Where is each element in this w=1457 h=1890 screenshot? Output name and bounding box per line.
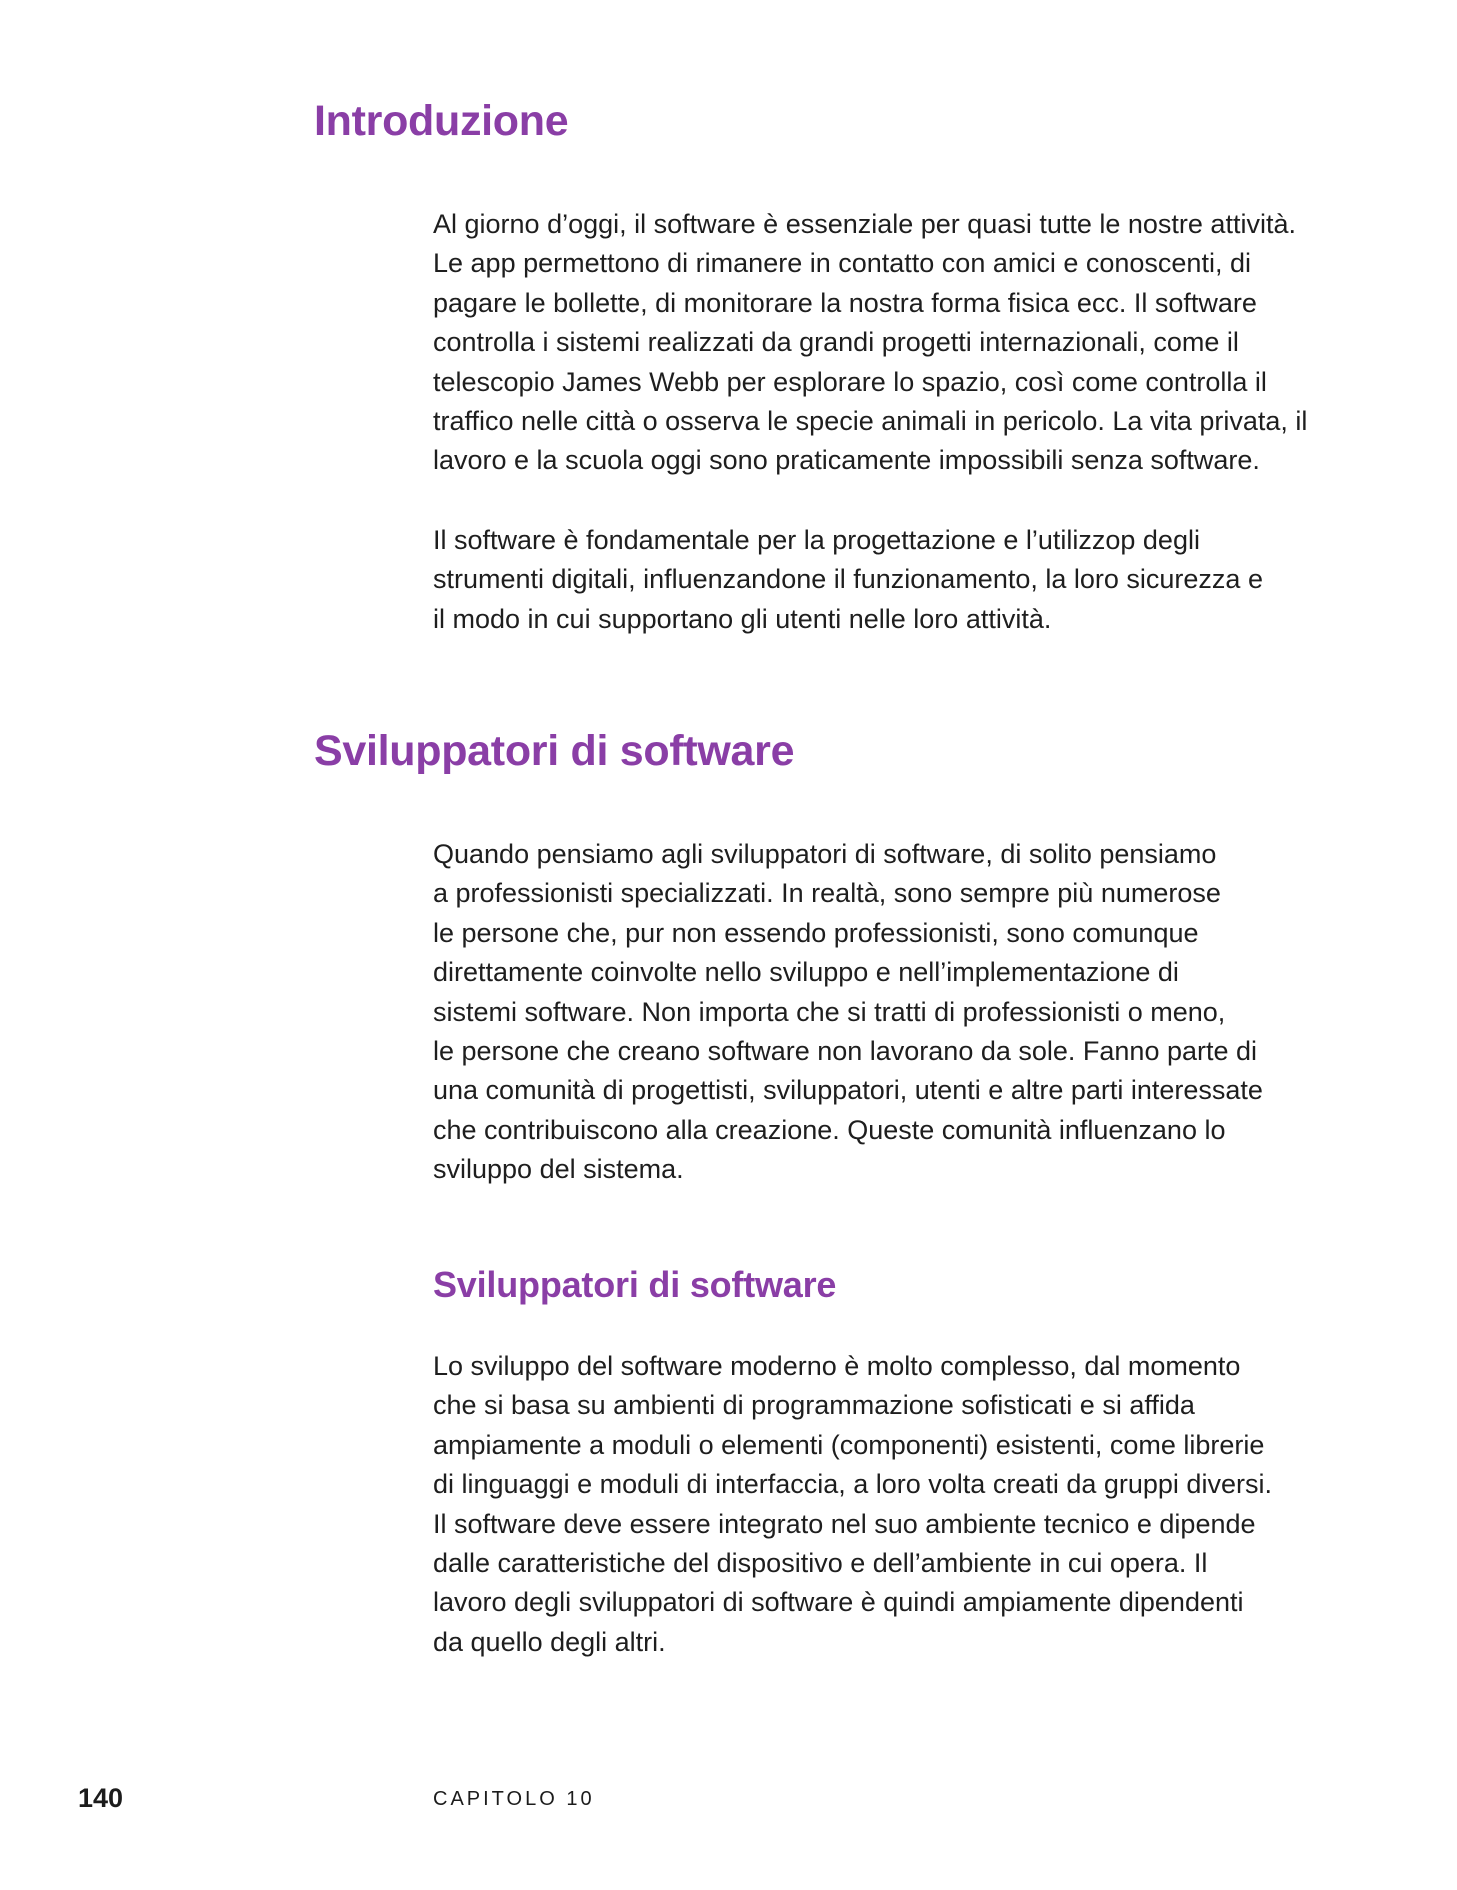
text-line: una comunità di progettisti, sviluppatori, utenti e altre parti interessate <box>433 1075 1263 1106</box>
text-line: a professionisti specializzati. In realtà, sono sempre più numerose <box>433 878 1221 909</box>
page-number: 140 <box>78 1783 124 1813</box>
text-line: lavoro degli sviluppatori di software è quindi ampiamente dipendenti <box>433 1587 1244 1618</box>
section-heading-sviluppatori: Sviluppatori di software <box>314 727 795 775</box>
developers-paragraph <box>433 835 1343 1190</box>
text-line: Lo sviluppo del software moderno è molto complesso, dal momento <box>433 1351 1241 1381</box>
text-line: Il software deve essere integrato nel suo ambiente tecnico e dipende <box>433 1508 1256 1539</box>
text-line: lavoro e la scuola oggi sono praticamente impossibili senza software. <box>433 445 1260 476</box>
text-line: strumenti digitali, influenzandone il funzionamento, la loro sicurezza e <box>433 564 1263 595</box>
subsection-heading-sviluppatori: Sviluppatori di software <box>433 1264 837 1305</box>
text-line: che si basa su ambienti di programmazione sofisticati e si affida <box>433 1390 1195 1421</box>
text-line: sistemi software. Non importa che si tratti di professionisti o meno, <box>433 996 1226 1027</box>
text-line: sviluppo del sistema. <box>433 1154 684 1185</box>
text-line: pagare le bollette, di monitorare la nostra forma fisica ecc. Il software <box>433 287 1257 318</box>
text-line: telescopio James Webb per esplorare lo spazio, così come controlla il <box>433 366 1267 397</box>
developers-sub-paragraph <box>433 1347 1343 1662</box>
text-line: direttamente coinvolte nello sviluppo e nell’implementazione di <box>433 957 1179 988</box>
intro-paragraph-1 <box>433 205 1343 481</box>
text-line: le persone che creano software non lavorano da sole. Fanno parte di <box>433 1036 1258 1067</box>
text-line: le persone che, pur non essendo professionisti, sono comunque <box>433 917 1199 948</box>
chapter-label: CAPITOLO 10 <box>433 1788 595 1810</box>
text-line: ampiamente a moduli o elementi (componenti) esistenti, come librerie <box>433 1429 1265 1460</box>
text-line: il modo in cui supportano gli utenti nelle loro attività. <box>433 603 1052 634</box>
text-line: Il software è fondamentale per la progettazione e l’utilizzop degli <box>433 525 1200 555</box>
text-line: di linguaggi e moduli di interfaccia, a loro volta creati da gruppi diversi. <box>433 1469 1272 1500</box>
text-line: dalle caratteristiche del dispositivo e dell’ambiente in cui opera. Il <box>433 1548 1208 1579</box>
section-heading-introduzione: Introduzione <box>314 97 569 145</box>
text-line: Quando pensiamo agli sviluppatori di software, di solito pensiamo <box>433 839 1217 869</box>
text-line: controlla i sistemi realizzati da grandi progetti internazionali, come il <box>433 327 1239 358</box>
text-line: Al giorno d’oggi, il software è essenziale per quasi tutte le nostre attività. <box>433 209 1296 239</box>
text-line: che contribuiscono alla creazione. Queste comunità influenzano lo <box>433 1114 1226 1145</box>
text-line: Le app permettono di rimanere in contatto con amici e conoscenti, di <box>433 248 1251 279</box>
text-line: da quello degli altri. <box>433 1626 666 1657</box>
intro-paragraph-2 <box>433 521 1343 639</box>
text-line: traffico nelle città o osserva le specie animali in pericolo. La vita privata, il <box>433 406 1308 437</box>
